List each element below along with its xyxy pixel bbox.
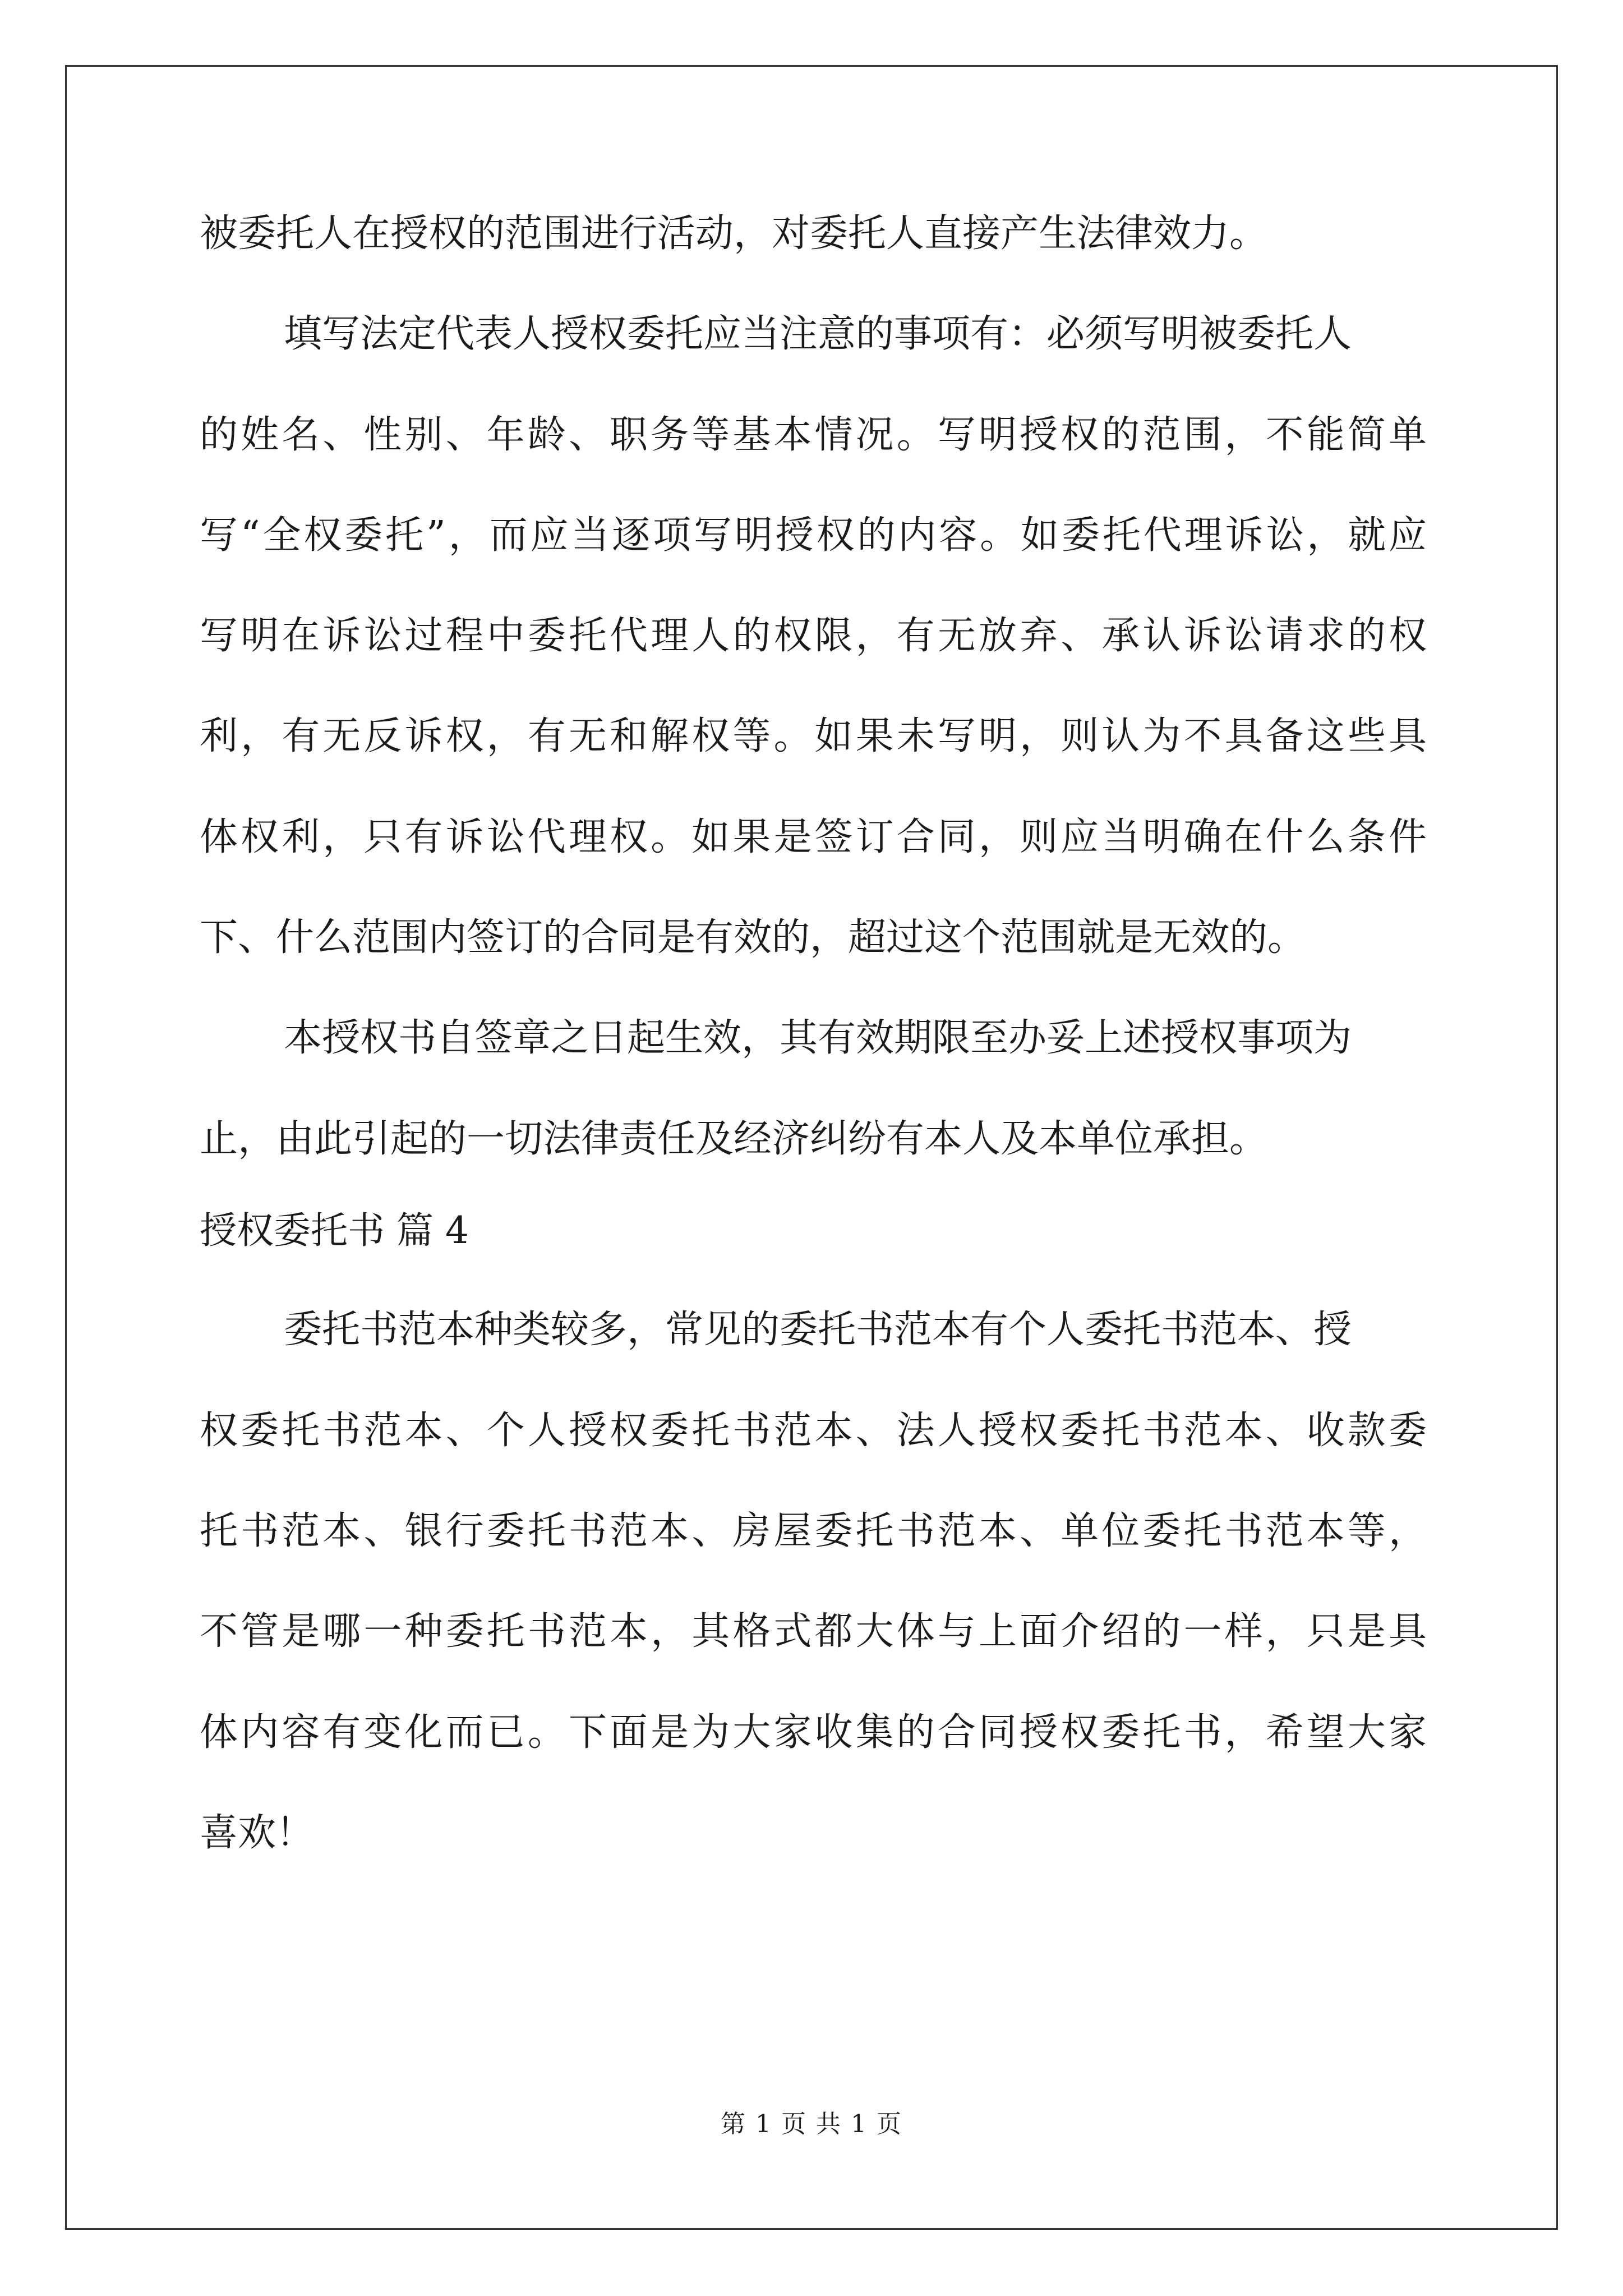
text-line: 权委托书范本、个人授权委托书范本、法人授权委托书范本、收款委 [200,1409,1427,1453]
page-footer: 第 1 页 共 1 页 [721,2110,902,2138]
text-line: 利，有无反诉权，有无和解权等。如果未写明，则认为不具备这些具 [200,714,1427,758]
section-heading: 授权委托书 篇 4 [200,1209,469,1252]
text-line: 止，由此引起的一切法律责任及经济纠纷有本人及本单位承担。 [200,1117,1268,1161]
text-line: 下、什么范围内签订的合同是有效的，超过这个范围就是无效的。 [200,915,1306,960]
text-line: 托书范本、银行委托书范本、房屋委托书范本、单位委托书范本等， [200,1509,1427,1553]
text-line: 体权利，只有诉讼代理权。如果是签订合同，则应当明确在什么条件 [200,815,1427,859]
text-line: 填写法定代表人授权委托应当注意的事项有：必须写明被委托人 [284,312,1352,356]
text-line: 委托书范本种类较多，常见的委托书范本有个人委托书范本、授 [284,1308,1352,1352]
text-line: 本授权书自签章之日起生效，其有效期限至办妥上述授权事项为 [284,1016,1352,1060]
text-line: 不管是哪一种委托书范本，其格式都大体与上面介绍的一样，只是具 [200,1609,1427,1654]
text-line: 的姓名、性别、年龄、职务等基本情况。写明授权的范围，不能简单 [200,413,1427,457]
text-line: 被委托人在授权的范围进行活动，对委托人直接产生法律效力。 [200,211,1268,256]
text-line: 体内容有变化而已。下面是为大家收集的合同授权委托书，希望大家 [200,1710,1427,1755]
text-line: 喜欢！ [200,1811,315,1855]
text-line: 写明在诉讼过程中委托代理人的权限，有无放弃、承认诉讼请求的权 [200,614,1427,658]
text-line: 写“全权委托”，而应当逐项写明授权的内容。如委托代理诉讼，就应 [200,513,1427,558]
